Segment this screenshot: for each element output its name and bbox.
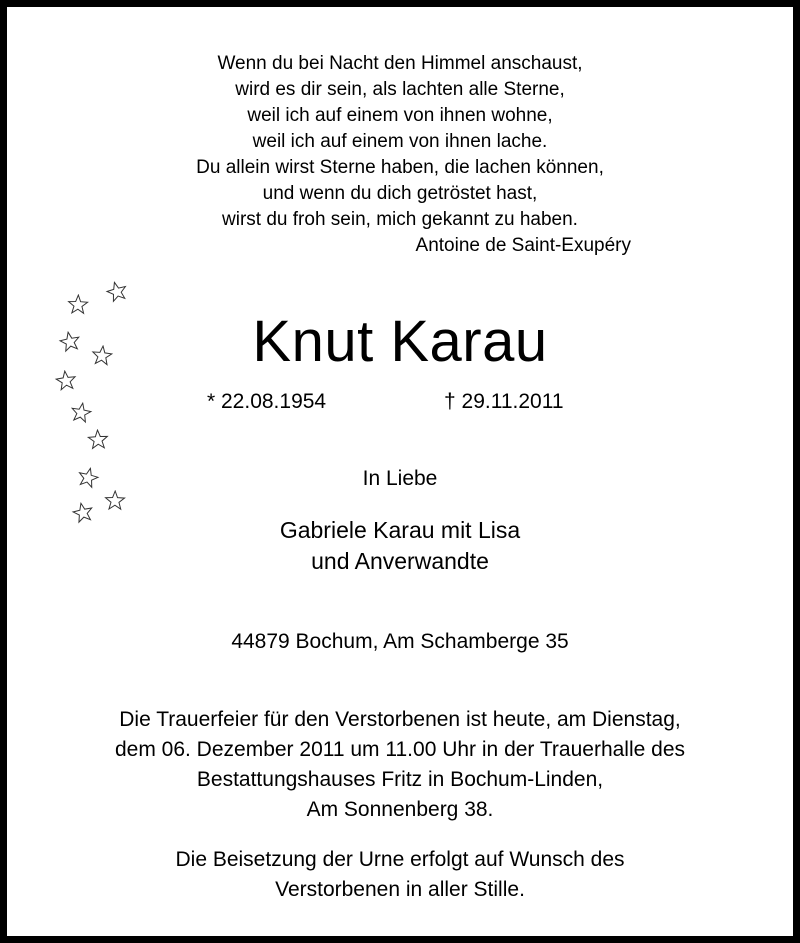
ceremony-line: Die Trauerfeier für den Verstorbenen ist heute, am Dienstag, [119, 708, 681, 731]
obituary-card [7, 7, 793, 936]
ceremony-notice [7, 705, 793, 825]
poem-line: weil ich auf einem von ihnen wohne, [247, 105, 553, 126]
poem-quote [107, 51, 693, 233]
burial-line: Verstorbenen in aller Stille. [275, 878, 525, 901]
ceremony-line: Bestattungshauses Fritz in Bochum-Linden, [196, 768, 604, 791]
burial-notice [7, 845, 793, 905]
in-love-label: In Liebe [362, 467, 438, 490]
ceremony-line: Am Sonnenberg 38. [306, 798, 494, 821]
poem-line: wird es dir sein, als lachten alle Sterne, [235, 79, 565, 100]
mourner-line: Gabriele Karau mit Lisa [279, 517, 521, 543]
star-outline-icon [86, 428, 109, 451]
mourners [7, 515, 793, 577]
poem-line: weil ich auf einem von ihnen lache. [252, 131, 548, 152]
mourner-line: und Anverwandte [311, 548, 489, 574]
poem-line: Wenn du bei Nacht den Himmel anschaust, [217, 53, 583, 74]
poem-line: und wenn du dich getröstet hast, [262, 183, 538, 204]
ceremony-line: dem 06. Dezember 2011 um 11.00 Uhr in der Trauerhalle des [114, 738, 686, 761]
address: 44879 Bochum, Am Schamberge 35 [231, 630, 569, 653]
death-date: † 29.11.2011 [444, 390, 564, 413]
star-outline-icon [68, 400, 93, 425]
poem-line: wirst du froh sein, mich gekannt zu haben. [222, 209, 578, 230]
deceased-name: Knut Karau [252, 309, 548, 374]
burial-line: Die Beisetzung der Urne erfolgt auf Wunsch des [175, 848, 625, 871]
star-outline-icon [104, 279, 131, 306]
poem-author: Antoine de Saint-Exupéry [415, 235, 631, 256]
poem-line: Du allein wirst Sterne haben, die lachen können, [196, 157, 604, 178]
birth-date: * 22.08.1954 [207, 390, 327, 413]
